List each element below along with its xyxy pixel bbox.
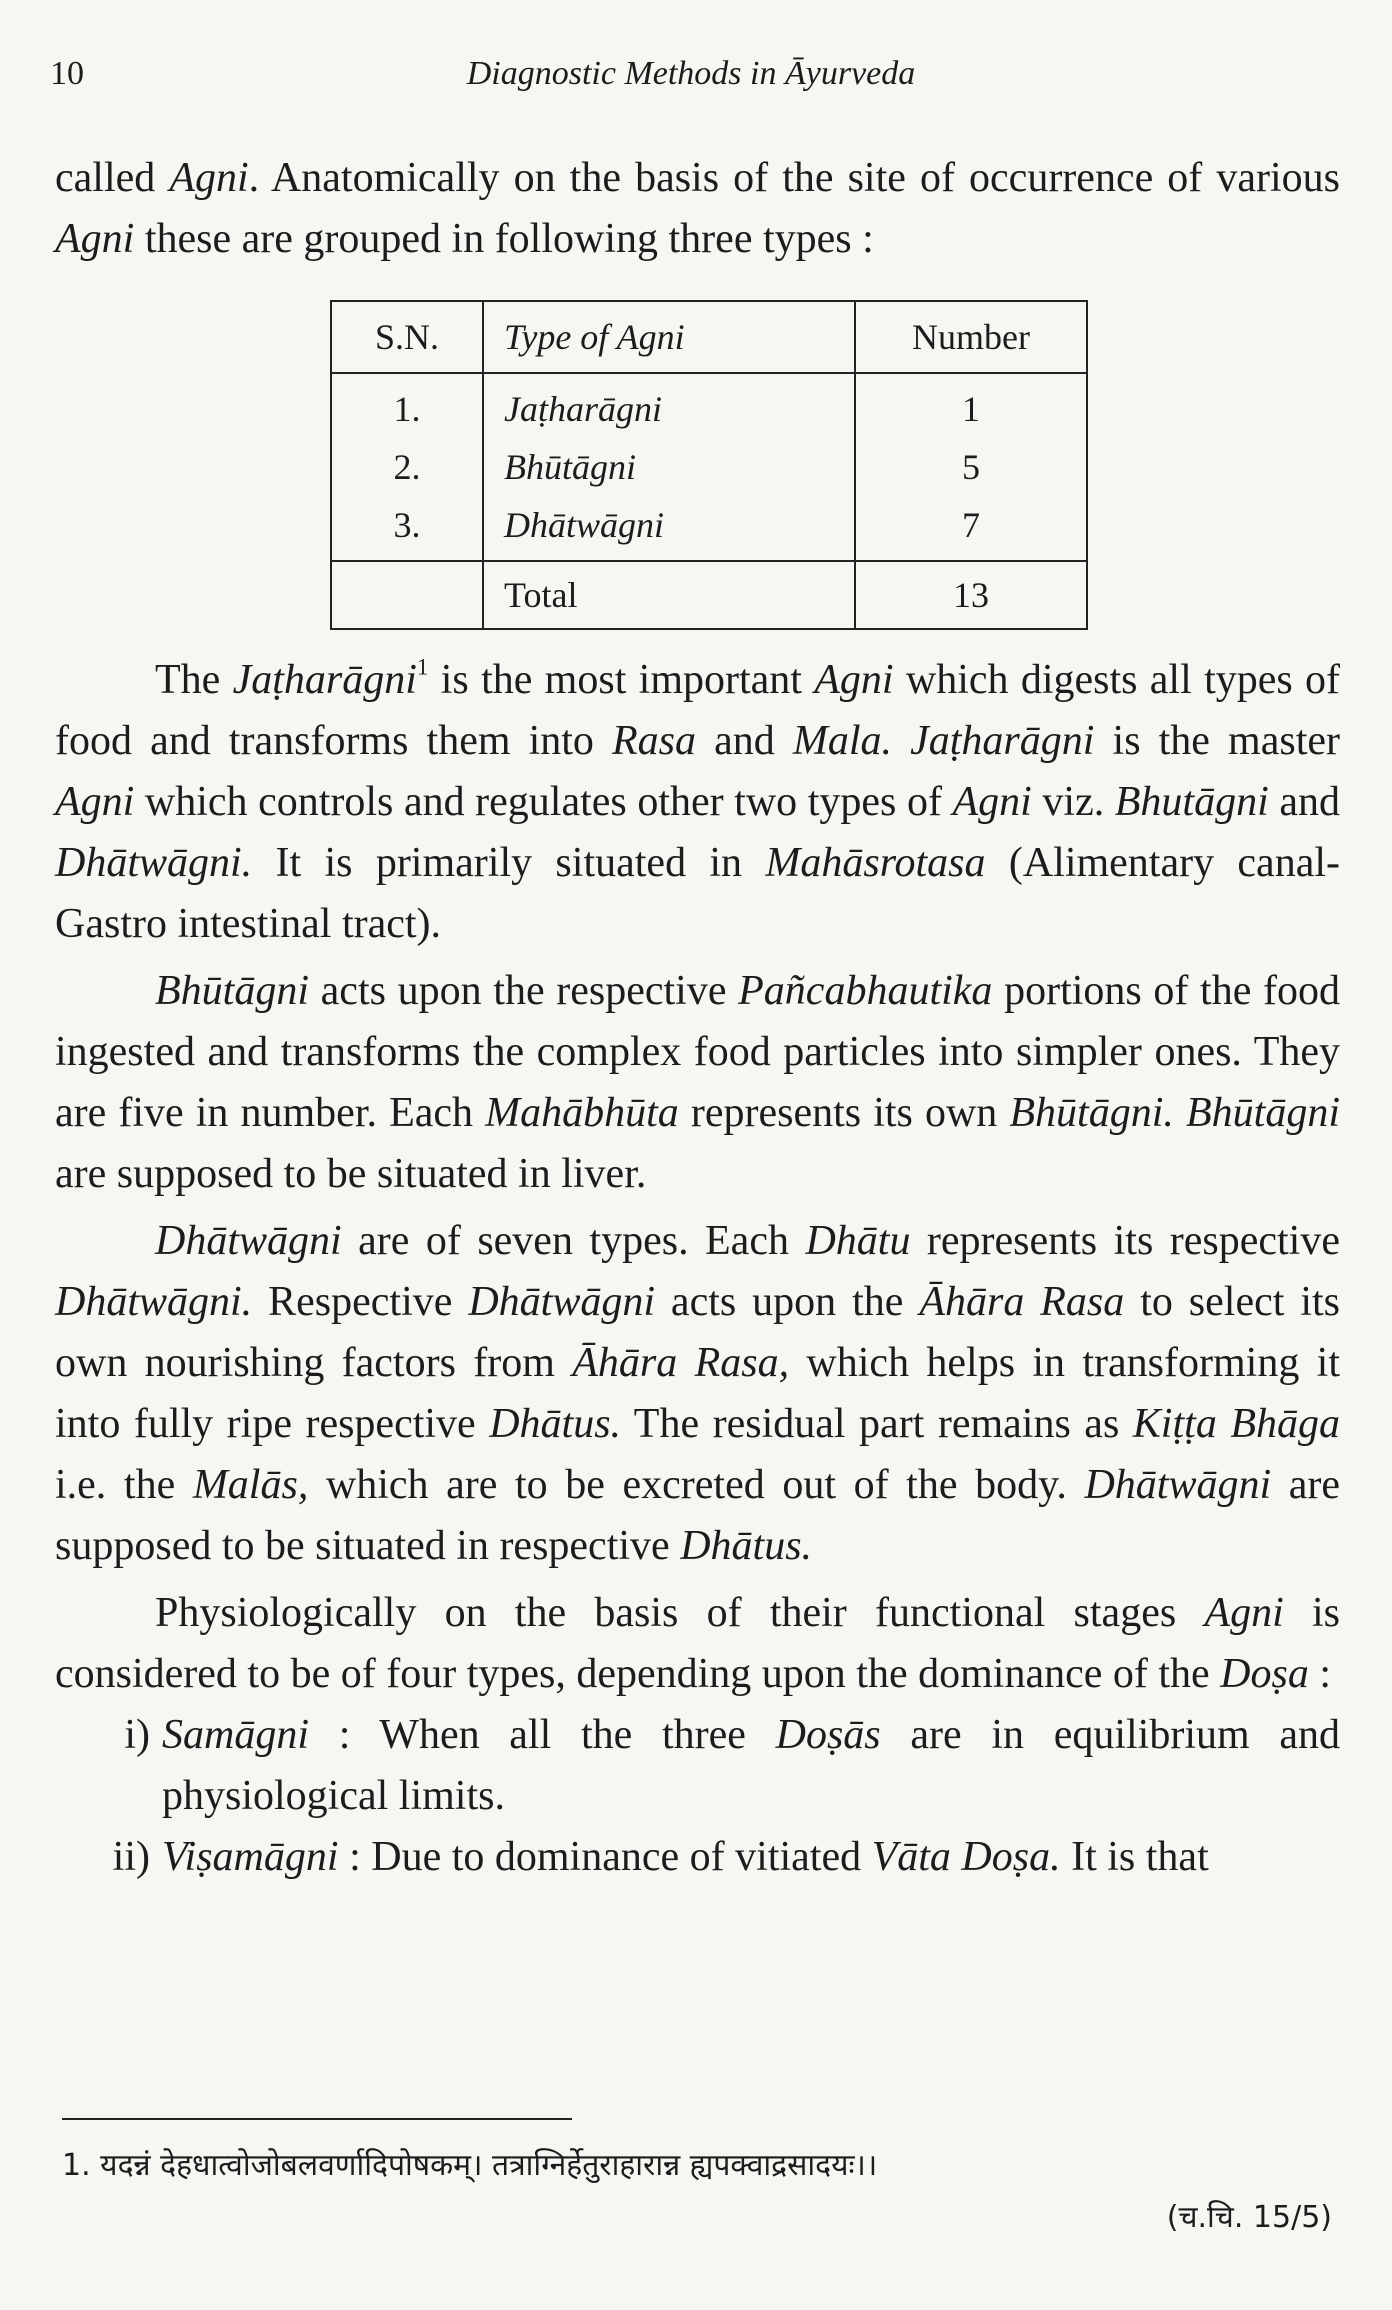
text-run: Physiologically on the basis of their functional stages — [155, 1590, 1205, 1636]
header-number: Number — [855, 301, 1087, 373]
cell-number: 7 — [855, 496, 1087, 561]
cell-type: Dhātwāgni — [483, 496, 855, 561]
total-label: Total — [483, 561, 855, 629]
text-run: is the most important — [428, 657, 815, 703]
cell-number: 5 — [855, 438, 1087, 496]
text-run: It is primarily situated in — [252, 840, 766, 886]
footnote-divider — [62, 2118, 572, 2120]
text-run: and — [696, 718, 793, 764]
italic-term: Bhutāgni — [1114, 779, 1269, 825]
paragraph-bhutagni — [55, 961, 1340, 1205]
italic-term: Agni — [952, 779, 1032, 825]
cell-sn: 1. — [331, 373, 483, 438]
intro-text: called — [55, 155, 170, 201]
running-title: Diagnostic Methods in Āyurveda — [466, 55, 916, 92]
list-item — [55, 1827, 1340, 1888]
total-value: 13 — [855, 561, 1087, 629]
paragraph-dhatwagni — [55, 1211, 1340, 1577]
paragraph-jatharagni — [55, 650, 1340, 955]
italic-term: Dhātwāgni — [468, 1279, 655, 1325]
italic-term: Jaṭharāgni — [232, 657, 417, 703]
cell-empty — [331, 561, 483, 629]
italic-term: Mala. Jaṭharāgni — [792, 718, 1095, 764]
text-run: The residual part remains as — [621, 1401, 1133, 1447]
italic-term: Malās, — [192, 1462, 309, 1508]
text-run: are supposed to be situated in liver. — [55, 1151, 647, 1197]
italic-term: Dhātus. — [489, 1401, 622, 1447]
agni-types-list — [55, 1705, 1340, 1888]
text-run: are supposed to be situated in respective — [55, 1462, 1340, 1569]
italic-term: Bhūtāgni. Bhūtāgni — [1009, 1090, 1340, 1136]
list-marker: i) — [124, 1712, 150, 1758]
footnote — [62, 2140, 1342, 2244]
italic-term: Mahābhūta — [485, 1090, 679, 1136]
term-agni: Agni — [169, 155, 249, 201]
text-run: which are to be excreted out of the body. — [308, 1462, 1085, 1508]
text-run: : — [1308, 1651, 1332, 1697]
italic-term: Doṣās — [775, 1712, 881, 1758]
header-type: Type of Agni — [483, 301, 855, 373]
italic-term: Dhātwāgni — [155, 1218, 342, 1264]
italic-term: Āhāra Rasa, — [572, 1340, 790, 1386]
italic-term: Dhātu — [805, 1218, 911, 1264]
text-run: are of seven types. Each — [341, 1218, 806, 1264]
text-run: is considered to be of four types, depending upon the dominance of the — [55, 1590, 1341, 1697]
footnote-reference: (च.चि. 15/5) — [1166, 2200, 1332, 2235]
table-row — [331, 373, 1087, 438]
list-item — [55, 1705, 1340, 1827]
page-number: 10 — [50, 55, 84, 92]
text-run: : Due to dominance of vitiated — [338, 1834, 872, 1880]
text-run: portions of the food ingested and transforms the complex food particles into simpler ones. They are five in number. Each — [55, 968, 1341, 1136]
text-run: : When all the three — [309, 1712, 776, 1758]
list-text — [162, 1827, 1340, 1888]
text-run: is the master — [1094, 718, 1340, 764]
italic-term: Agni — [55, 779, 135, 825]
text-run: i.e. the — [55, 1462, 193, 1508]
cell-sn: 2. — [331, 438, 483, 496]
italic-term: Āhāra Rasa — [919, 1279, 1125, 1325]
footnote-line — [62, 2140, 1342, 2192]
italic-term: Kiṭṭa Bhāga — [1132, 1401, 1340, 1447]
text-run: and — [1268, 779, 1340, 825]
header-sn: S.N. — [331, 301, 483, 373]
cell-sn: 3. — [331, 496, 483, 561]
table-row — [331, 496, 1087, 561]
intro-text: . Anatomically on the basis of the site of occurrence of various — [248, 155, 1340, 201]
text-run: represents its respective — [910, 1218, 1340, 1264]
italic-term: Dhātwāgni — [1084, 1462, 1272, 1508]
text-run: which digests all types of food and transforms them into — [55, 657, 1341, 764]
table-total-row — [331, 561, 1087, 629]
italic-term: Dhātus. — [680, 1523, 813, 1569]
italic-term: Agni — [1204, 1590, 1284, 1636]
italic-term: Dhātwāgni. — [55, 840, 253, 886]
text-run: which controls and regulates other two types of — [134, 779, 953, 825]
italic-term: Viṣamāgni — [162, 1834, 339, 1880]
text-run: viz. — [1031, 779, 1115, 825]
italic-term: Agni — [814, 657, 894, 703]
page-header — [50, 55, 1332, 105]
cell-type: Jaṭharāgni — [483, 373, 855, 438]
footnote-marker: 1. — [62, 2148, 91, 2183]
table-header-row — [331, 301, 1087, 373]
text-run: to select its own nourishing factors from — [55, 1279, 1341, 1386]
text-run: which helps in transforming it into fully ripe respective — [55, 1340, 1341, 1447]
italic-term: Samāgni — [162, 1712, 309, 1758]
italic-term: Pañcabhautika — [738, 968, 993, 1014]
italic-term: Dhātwāgni. — [55, 1279, 253, 1325]
agni-types-table — [330, 300, 1088, 630]
term-agni: Agni — [55, 216, 135, 262]
italic-term: Mahāsrotasa — [765, 840, 986, 886]
italic-term: Doṣa — [1220, 1651, 1309, 1697]
intro-paragraph — [55, 148, 1340, 270]
text-run: acts upon the respective — [309, 968, 739, 1014]
table-row — [331, 438, 1087, 496]
text-run: acts upon the — [655, 1279, 920, 1325]
cell-type: Bhūtāgni — [483, 438, 855, 496]
italic-term: Rasa — [612, 718, 697, 764]
text-run: (Alimentary canal-Gastro intestinal tract). — [55, 840, 1340, 947]
text-run: Respective — [252, 1279, 469, 1325]
list-text — [162, 1705, 1340, 1827]
footnote-ref-marker: 1 — [416, 653, 429, 680]
paragraph-physiological — [55, 1583, 1340, 1705]
list-marker: ii) — [112, 1834, 150, 1880]
italic-term: Vāta Doṣa. — [871, 1834, 1061, 1880]
footnote-verse: यदन्नं देहधात्वोजोबलवर्णादिपोषकम्। तत्राग्निर्हेतुराहारान्न ह्यपक्वाद्रसादयः।। — [100, 2148, 878, 2183]
italic-term: Bhūtāgni — [155, 968, 309, 1014]
page-body — [55, 148, 1340, 1888]
text-run: represents its own — [678, 1090, 1010, 1136]
text-run: are in equilibrium and physiological limits. — [162, 1712, 1341, 1819]
cell-number: 1 — [855, 373, 1087, 438]
text-run: The — [155, 657, 233, 703]
text-run: It is that — [1060, 1834, 1209, 1880]
intro-text: these are grouped in following three types : — [134, 216, 874, 262]
